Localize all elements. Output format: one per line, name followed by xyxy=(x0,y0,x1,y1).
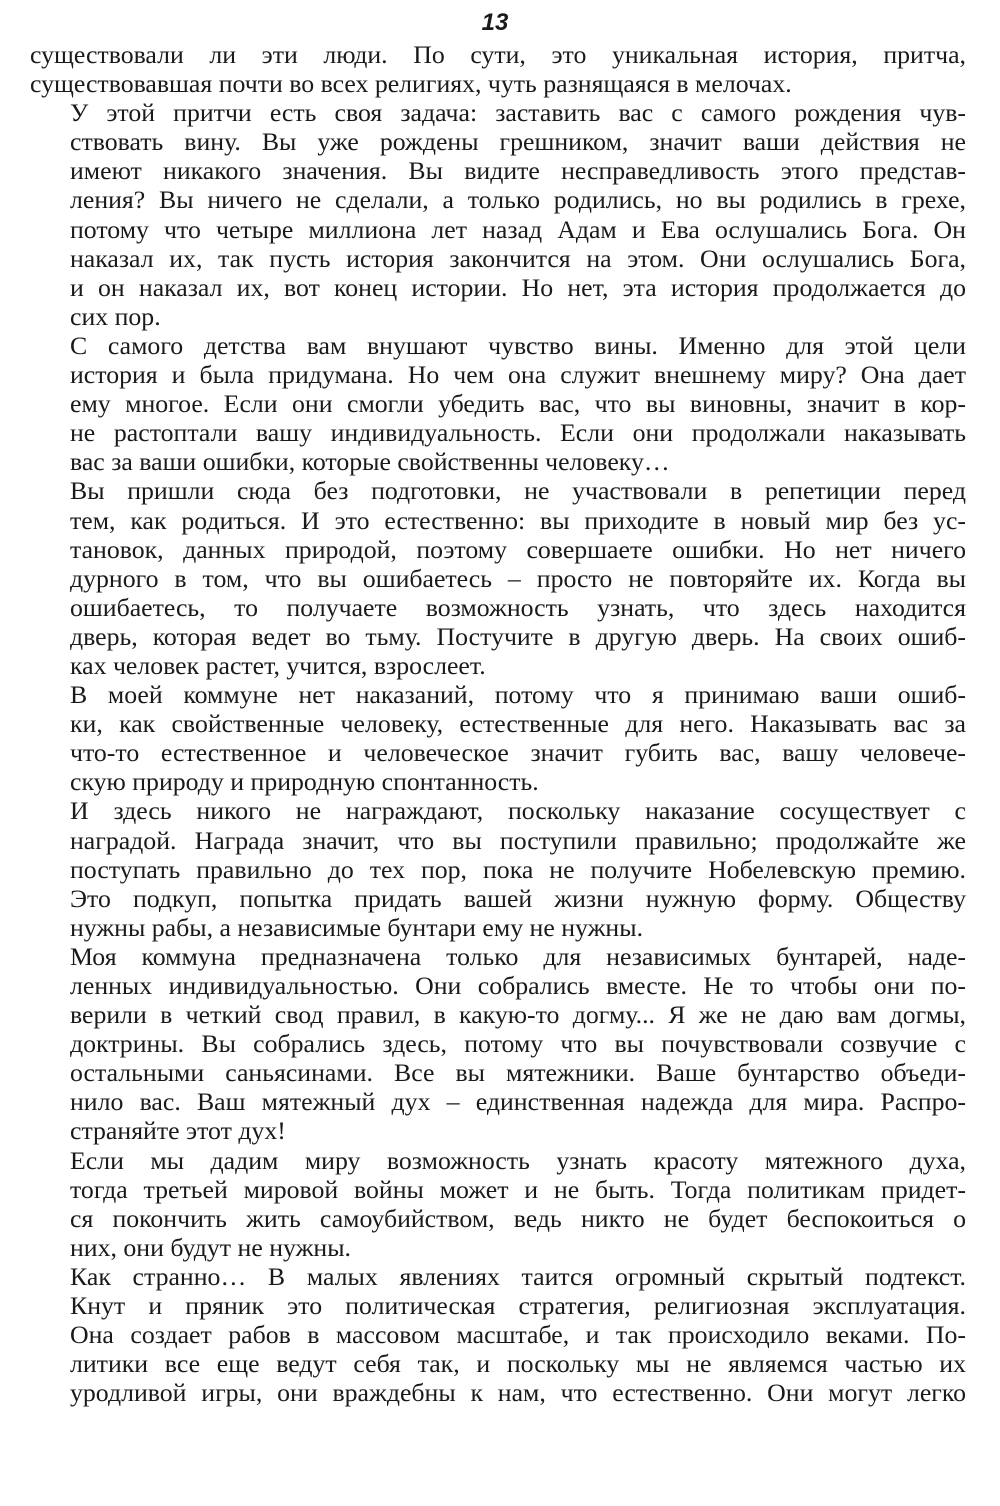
text-line: что-то естественное и человеческое значит губить вас, вашу человече- xyxy=(70,738,966,768)
text-line: тановок, данных природой, поэтому совершаете ошибки. Но нет ничего xyxy=(70,534,966,564)
paragraph xyxy=(30,331,966,476)
text-line: не растоптали вашу индивидуальность. Если они продолжали наказывать xyxy=(70,418,966,448)
text-line: И здесь никого не награждают, поскольку наказание сосуществует с xyxy=(70,796,966,826)
text-line: верили в четкий свод правил, в какую-то догму... Я же не даю вам догмы, xyxy=(70,1000,966,1030)
paragraph xyxy=(30,680,966,796)
text-line: Если мы дадим миру возможность узнать красоту мятежного духа, xyxy=(70,1145,966,1175)
text-line: уродливой игры, они враждебны к нам, что естественно. Они могут легко xyxy=(70,1378,966,1408)
text-line: ления? Вы ничего не сделали, а только родились, но вы родились в грехе, xyxy=(70,185,966,215)
paragraph xyxy=(30,40,966,98)
text-line: ошибаетесь, то получаете возможность узнать, что здесь находится xyxy=(70,592,966,622)
paragraph xyxy=(30,942,966,1146)
paragraph xyxy=(30,98,966,331)
text-line: тогда третьей мировой войны может и не быть. Тогда политикам придет- xyxy=(70,1174,966,1204)
paragraph xyxy=(30,1262,966,1407)
text-line: них, они будут не нужны. xyxy=(70,1232,352,1262)
text-line: имеют никакого значения. Вы видите несправедливость этого представ- xyxy=(70,156,966,186)
text-line: Это подкуп, попытка придать вашей жизни нужную форму. Обществу xyxy=(70,883,966,913)
text-line: Моя коммуна предназначена только для независимых бунтарей, наде- xyxy=(70,941,966,971)
text-line: страняйте этот дух! xyxy=(70,1116,286,1146)
page-body xyxy=(30,40,966,1407)
text-line: существовали ли эти люди. По сути, это уникальная история, притча, xyxy=(30,40,966,69)
paragraph xyxy=(30,476,966,680)
text-line: литики все еще ведут себя так, и поскольку мы не являемся частью их xyxy=(70,1349,966,1379)
text-line: Кнут и пряник это политическая стратегия, религиозная эксплуатация. xyxy=(70,1291,966,1321)
text-line: вас за ваши ошибки, которые свойственны человеку… xyxy=(70,447,670,477)
text-line: потому что четыре миллиона лет назад Адам и Ева ослушались Бога. Он xyxy=(70,214,966,244)
text-line: скую природу и природную спонтанность. xyxy=(70,767,539,797)
text-line: нужны рабы, а независимые бунтари ему не нужны. xyxy=(70,912,644,942)
text-line: нило вас. Ваш мятежный дух – единственная надежда для мира. Распро- xyxy=(70,1087,966,1117)
text-line: дверь, которая ведет во тьму. Постучите в другую дверь. На своих ошиб- xyxy=(70,621,966,651)
paragraph xyxy=(30,1146,966,1262)
page-number: 13 xyxy=(481,9,509,36)
text-line: сих пор. xyxy=(70,301,161,331)
text-line: и он наказал их, вот конец истории. Но нет, эта история продолжается до xyxy=(70,272,966,302)
text-line: тем, как родиться. И это естественно: вы приходите в новый мир без ус- xyxy=(70,505,966,535)
text-line: ки, как свойственные человеку, естественные для него. Наказывать вас за xyxy=(70,709,966,739)
text-line: наказал их, так пусть история закончится на этом. Они ослушались Бога, xyxy=(70,243,966,273)
text-line: поступать правильно до тех пор, пока не получите Нобелевскую премию. xyxy=(70,854,966,884)
text-line: доктрины. Вы собрались здесь, потому что вы почувствовали созвучие с xyxy=(70,1029,966,1059)
text-line: наградой. Награда значит, что вы поступили правильно; продолжайте же xyxy=(70,825,966,855)
text-line: У этой притчи есть своя задача: заставить вас с самого рождения чув- xyxy=(70,98,966,128)
text-line: история и была придумана. Но чем она служит внешнему миру? Она дает xyxy=(70,360,966,390)
text-line: Она создает рабов в массовом масштабе, и так происходило веками. По- xyxy=(70,1320,966,1350)
text-line: дурного в том, что вы ошибаетесь – просто не повторяйте их. Когда вы xyxy=(70,563,966,593)
paragraph xyxy=(30,796,966,941)
text-line: Вы пришли сюда без подготовки, не участвовали в репетиции перед xyxy=(70,476,966,506)
text-line: ленных индивидуальностью. Они собрались вместе. Не то чтобы они по- xyxy=(70,971,966,1000)
text-line: С самого детства вам внушают чувство вины. Именно для этой цели xyxy=(70,330,966,360)
text-line: В моей коммуне нет наказаний, потому что я принимаю ваши ошиб- xyxy=(70,680,966,710)
text-line: существовавшая почти во всех религиях, чуть разнящаяся в мелочах. xyxy=(30,69,792,99)
text-line: ствовать вину. Вы уже рождены грешником, значит ваши действия не xyxy=(70,127,966,157)
text-line: ках человек растет, учится, взрослеет. xyxy=(70,650,486,680)
text-line: остальными саньясинами. Все вы мятежники. Ваше бунтарство объеди- xyxy=(70,1058,966,1088)
text-line: ся покончить жить самоубийством, ведь никто не будет беспокоиться о xyxy=(70,1203,966,1233)
text-line: Как странно… В малых явлениях таится огромный скрытый подтекст. xyxy=(70,1261,966,1291)
text-line: ему многое. Если они смогли убедить вас, что вы виновны, значит в кор- xyxy=(70,389,966,419)
